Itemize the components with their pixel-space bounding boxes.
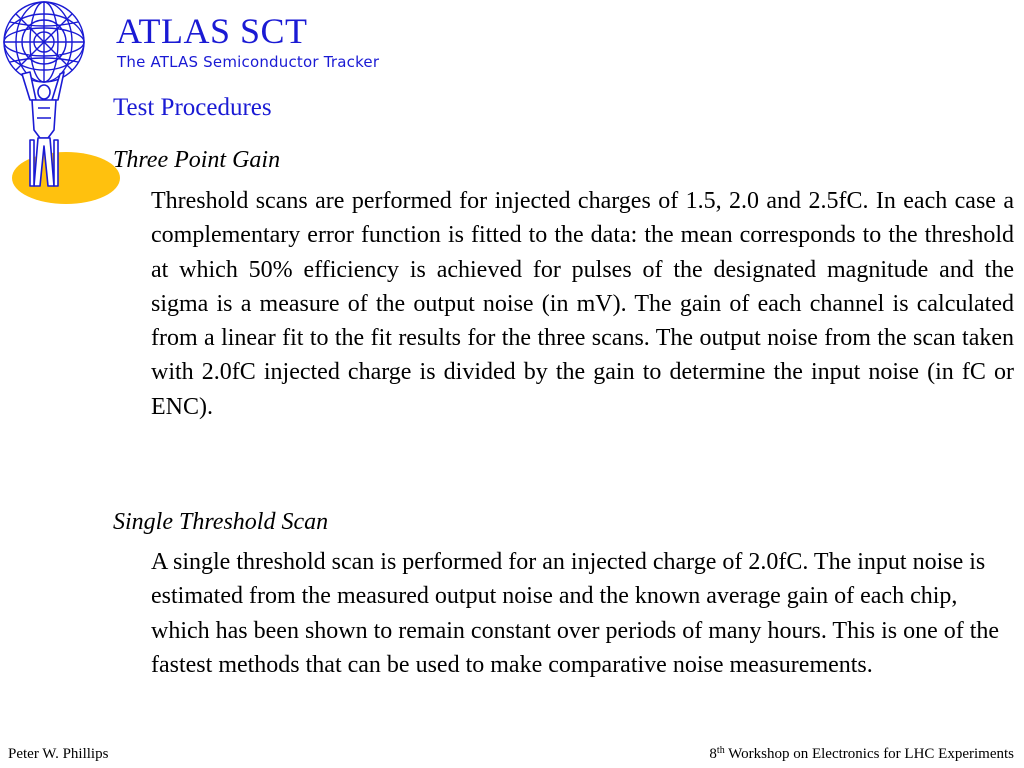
section-paragraph-three-point-gain: Threshold scans are performed for injected charges of 1.5, 2.0 and 2.5fC. In each case a complementary error function is fitted to the data: the mean corresponds to the threshold at which 50% efficiency is achieved for pulses of the designated magnitude and the sigma is a measure of the output noise (in mV). The gain of each channel is calculated from a linear fit to the fit results for the three scans. The output noise from the scan taken with 2.0fC injected charge is divided by the gain to determine the input noise (in fC or ENC). xyxy=(151,188,1014,420)
section-paragraph-single-threshold-scan: A single threshold scan is performed for an injected charge of 2.0fC. The input noise is estimated from the measured output noise and the known average gain of each chip, which has been shown to remain constant over periods of many hours. This is one of the fastest methods that can be used to make comparative noise measurements. xyxy=(151,549,1000,678)
footer-event xyxy=(709,745,1014,763)
atlas-logo-icon xyxy=(0,0,125,210)
footer-event-ordinal: 8 xyxy=(709,746,717,762)
logo-base-ellipse xyxy=(12,152,120,204)
footer-author: Peter W. Phillips xyxy=(8,746,109,762)
slide-title: Test Procedures xyxy=(113,94,272,121)
globe-icon xyxy=(4,2,84,82)
brand-subtitle: The ATLAS Semiconductor Tracker xyxy=(117,53,380,71)
footer-event-suffix: th xyxy=(716,745,725,756)
brand-title: ATLAS SCT xyxy=(116,11,308,51)
footer-event-name: Workshop on Electronics for LHC Experiments xyxy=(724,746,1014,762)
section-heading-three-point-gain: Three Point Gain xyxy=(113,147,281,173)
section-heading-single-threshold-scan: Single Threshold Scan xyxy=(113,509,329,535)
